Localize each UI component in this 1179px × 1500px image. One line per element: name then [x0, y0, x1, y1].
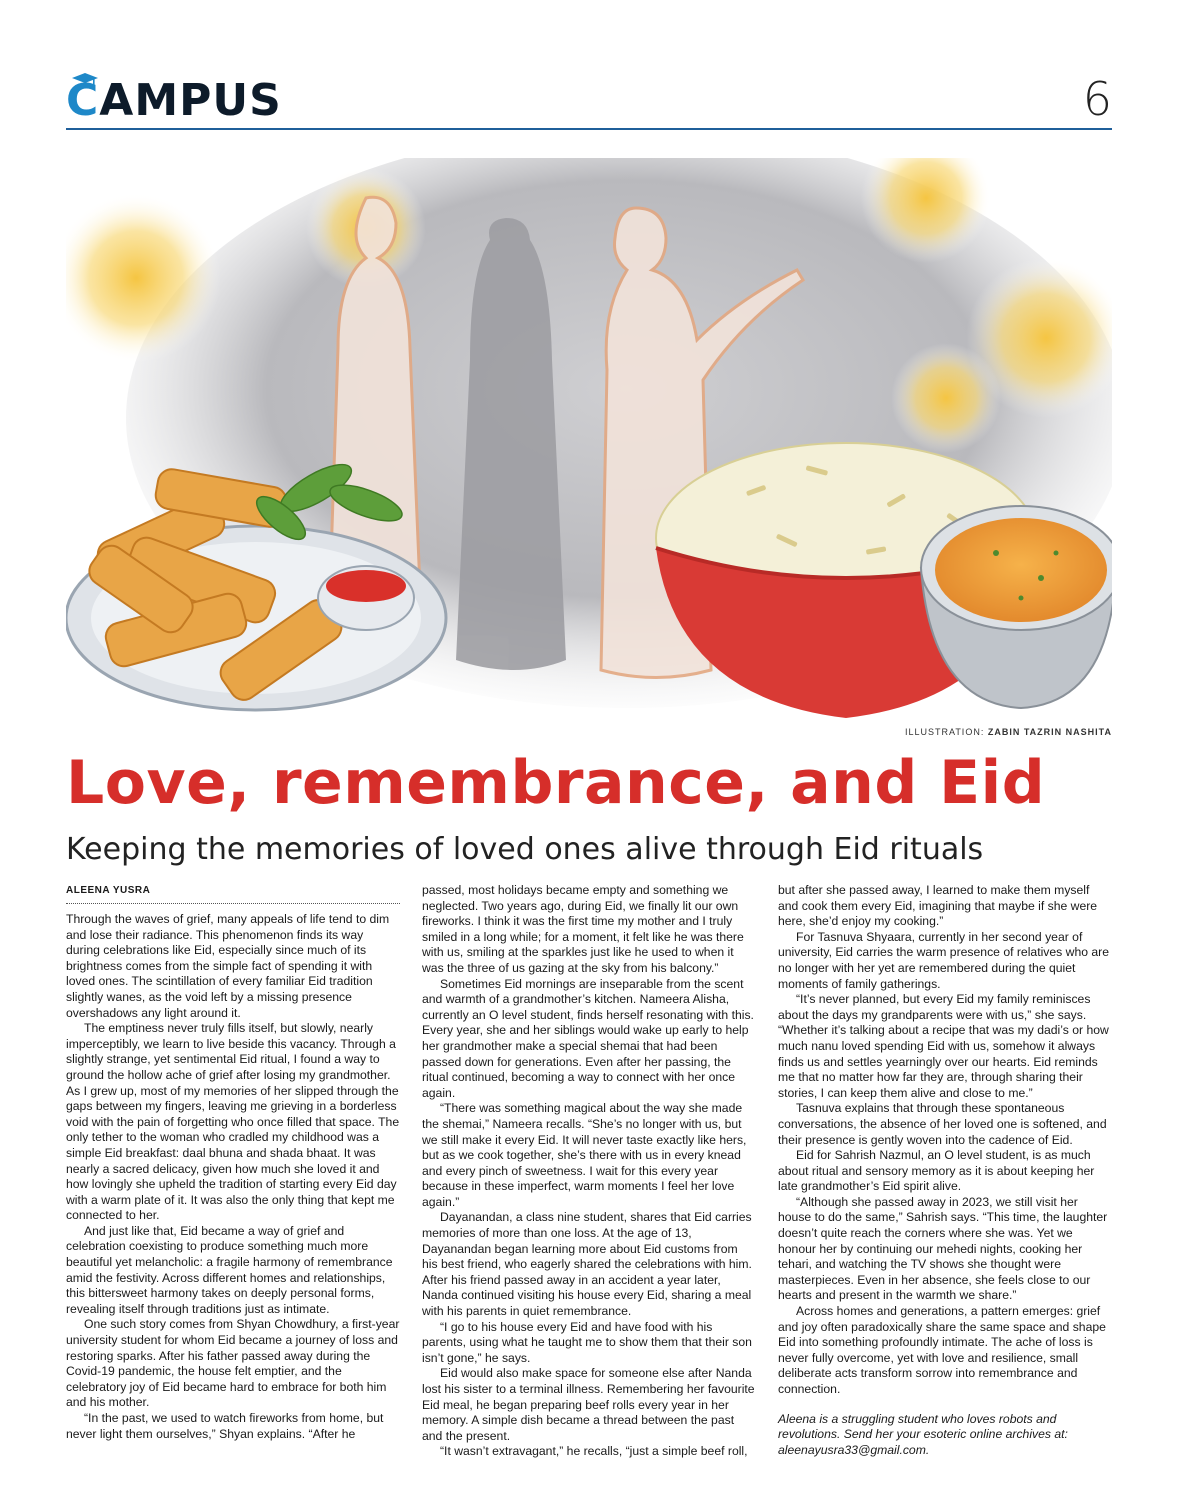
credit-label: ILLUSTRATION:	[904, 727, 985, 737]
illustration-credit	[905, 727, 1112, 737]
masthead-rule	[66, 128, 1112, 130]
paragraph: “It’s never planned, but every Eid my family reminisces about the days my grandparents were with us,” she says. “Whether it’s talking about a recipe that was my dadi’s or how much nanu loved spending Eid with us, somehow it always finds us and settles yearningly over our hearts. Eid reminds me that no matter how far they are, through sharing their stories, I can keep them alive and close to me.”	[778, 992, 1109, 1100]
paragraph: Eid for Sahrish Nazmul, an O level student, is as much about ritual and sensory memory as it is about keeping her late grandmother’s Eid spirit alive.	[778, 1148, 1095, 1194]
paragraph: For Tasnuva Shyaara, currently in her second year of university, Eid carries the warm presence of relatives who are no longer with her yet are remembered during the quiet moments of family gatherings.	[778, 929, 1110, 991]
logo-initial: C	[66, 75, 100, 126]
logo-rest: AMPUS	[99, 75, 282, 126]
paragraph: One such story comes from Shyan Chowdhury, a first-year university student for whom Eid became a journey of loss and restoring sparks. After his father passed away during the Covid-19 pandemic, the house felt emptier, and the celebratory joy of Eid became hard to embrace for both him and his mother.	[66, 1317, 400, 1410]
credit-name: ZABIN TAZRIN NASHITA	[987, 727, 1112, 737]
paragraph: passed, most holidays became empty and something we neglected. Two years ago, during Eid, we finally lit our own fireworks. I think it was the first time my mother and I truly smiled in a long while; for a moment, it felt like he was there with us, smiling at the sparkles just like he used to when it was the three of us gazing at the sky from his balcony.”	[422, 883, 744, 975]
paragraph: Eid would also make space for someone else after Nanda lost his sister to a terminal illness. Remembering her favourite Eid meal, he began preparing beef rolls every year in her memory. A simple dish became a thread between the past and the present.	[422, 1366, 755, 1443]
paragraph: Across homes and generations, a pattern emerges: grief and joy often paradoxically share the same space and shape Eid into something profoundly intimate. The ache of loss is never fully overcome, yet with love and resilience, small deliberate acts transform sorrow into remembrance and connection.	[778, 1304, 1106, 1396]
paragraph: Through the waves of grief, many appeals of life tend to dim and lose their radiance. This phenomenon finds its way during celebrations like Eid, especially since much of its brightness comes from the simple fact of spending it with loved ones. The scintillation of every familiar Eid tradition slightly wanes, as the void left by a missing presence overshadows any light around it.	[66, 912, 390, 1020]
byline: ALEENA YUSRA	[66, 885, 400, 904]
paragraph: Sometimes Eid mornings are inseparable from the scent and warmth of a grandmother’s kitchen. Nameera Alisha, currently an O level student, finds herself resonating with this. Every year, she and her siblings would wake up early to help her grandmother make a special shemai that had been passed down for generations. Even after her passing, the ritual continued, becoming a way to connect with her once again.	[422, 976, 754, 1100]
paragraph: “I go to his house every Eid and have food with his parents, using what he taught me to show them that their son isn’t gone,” he says.	[422, 1319, 752, 1365]
paragraph: “In the past, we used to watch fireworks from home, but never light them ourselves,” Shyan explains. “After he	[66, 1411, 384, 1441]
article-column-3	[778, 883, 1112, 1458]
subheadline: Keeping the memories of loved ones alive through Eid rituals	[66, 832, 984, 867]
paragraph: “Although she passed away in 2023, we still visit her house to do the same,” Sahrish says. “This time, the laughter doesn’t quite reach the corners where she was. Yet we honour her by continuing our mehedi nights, cooking her tehari, and watching the TV shows she thought were masterpieces. Even in her absence, she feels close to our hearts and present in the warmth we share.”	[778, 1194, 1108, 1303]
illustration	[66, 158, 1112, 720]
masthead	[66, 72, 1112, 132]
paragraph: Dayanandan, a class nine student, shares that Eid carries memories of more than one loss. At the age of 13, Dayanandan began learning more about Eid customs from his best friend, who eagerly shared the celebrations with him. After his friend passed away in an accident a year later, Nanda continued visiting his house every Eid, sharing a meal with his parents in quiet remembrance.	[422, 1210, 752, 1319]
author-bio: Aleena is a struggling student who loves robots and revolutions. Send her your esoteric online archives at: aleenayusra33@gmail.com.	[778, 1411, 1068, 1457]
article-column-2	[422, 883, 756, 1460]
paragraph: but after she passed away, I learned to make them myself and cook them every Eid, imagining that maybe if she were here, she’d enjoy my cooking.”	[778, 883, 1098, 929]
article-column-1	[66, 912, 400, 1442]
paragraph: “It wasn’t extravagant,” he recalls, “just a simple beef roll,	[440, 1444, 748, 1459]
paragraph: The emptiness never truly fills itself, but slowly, nearly imperceptibly, we learn to live beside this vacancy. Through a slightly strange, yet sentimental Eid ritual, I found a way to ground the hollow ache of grief after losing my grandmother. As I grew up, most of my memories of her slipped through the gaps between my fingers, leaving me grieving in a borderless void with the pain of forgetting who once filled that space. The only tether to the woman who cradled my childhood was a simple Eid breakfast: daal bhuna and shada bhaat. It was nearly a sacred delicacy, given how much she loved it and how lovingly she upheld the tradition of starting every Eid day with a warm plate of it. It was also the only thing that kept me connected to her.	[66, 1021, 400, 1223]
firework-burst	[891, 343, 1001, 453]
paragraph: “There was something magical about the way she made the shemai,” Nameera recalls. “She’s no longer with us, but we still make it every Eid. It will never taste exactly like hers, but as we cook together, she’s there with us in every knead and every pinch of sweetness. I wait for this every year because in these imperfect, warm moments I feel her love again.”	[422, 1101, 747, 1209]
headline: Love, remembrance, and Eid	[66, 748, 1046, 818]
page-number: 6	[1082, 72, 1112, 126]
paragraph: Tasnuva explains that through these spontaneous conversations, the absence of her loved one is softened, and their presence is gently woven into the cadence of Eid.	[778, 1101, 1107, 1147]
section-logo	[66, 76, 282, 126]
paragraph: And just like that, Eid became a way of grief and celebration coexisting to produce something much more beautiful yet melancholic: a fragile harmony of remembrance amid the festivity. Across different homes and relationships, this bittersweet harmony takes on deeply personal forms, revealing itself through traditions just as intimate.	[66, 1223, 393, 1316]
